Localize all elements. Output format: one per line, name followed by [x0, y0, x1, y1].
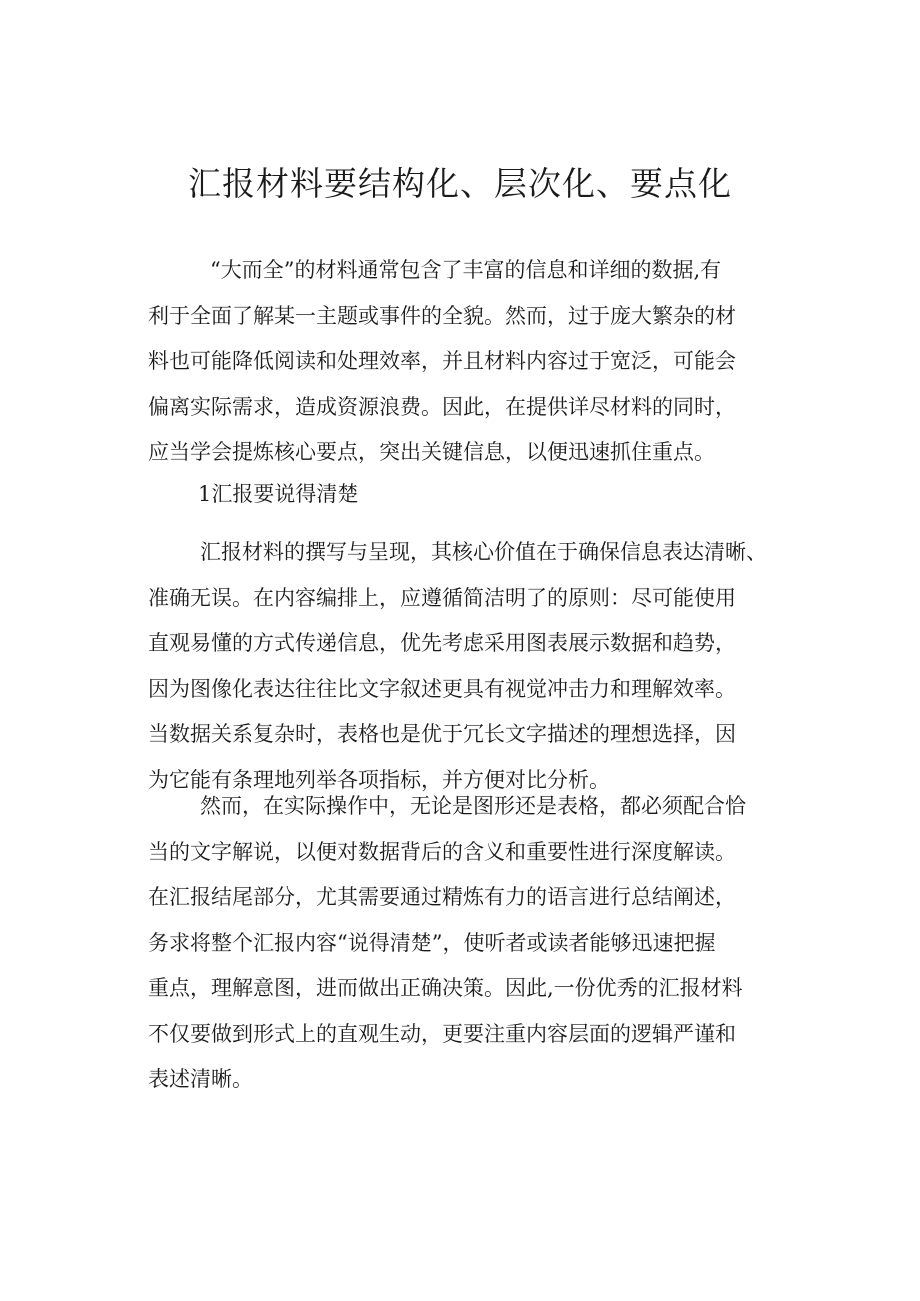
paragraph-3-line: 在汇报结尾部分，尤其需要通过精炼有力的语言进行总结阐述， — [148, 885, 736, 909]
paragraph-1 — [148, 248, 808, 476]
paragraph-2 — [148, 530, 808, 803]
paragraph-3 — [148, 784, 808, 1103]
paragraph-2-line: 汇报材料的撰写与呈现，其核心价值在于确保信息表达清晰、 — [200, 540, 767, 564]
paragraph-1-line: 料也可能降低阅读和处理效率，并且材料内容过于宽泛，可能会 — [148, 349, 736, 373]
paragraph-1-line: 利于全面了解某一主题或事件的全貌。然而，过于庞大繁杂的材 — [148, 303, 736, 328]
paragraph-3-line: 当的文字解说，以便对数据背后的含义和重要性进行深度解读。 — [148, 839, 736, 864]
paragraph-2-line: 直观易懂的方式传递信息，优先考虑采用图表展示数据和趋势， — [148, 631, 736, 655]
paragraph-1-line: 偏离实际需求，造成资源浪费。因此，在提供详尽材料的同时， — [148, 394, 736, 419]
paragraph-2-line: 为它能有条理地列举各项指标，并方便对比分析。 — [148, 767, 610, 792]
paragraph-1-line: 应当学会提炼核心要点，突出关键信息，以便迅速抓住重点。 — [148, 440, 715, 464]
paragraph-3-line: 务求将整个汇报内容“说得清楚”，使听者或读者能够迅速把握 — [148, 930, 716, 955]
paragraph-2-line: 因为图像化表达往往比文字叙述更具有视觉冲击力和理解效率。 — [148, 676, 736, 701]
paragraph-1-line: “大而全”的材料通常包含了丰富的信息和详细的数据,有 — [210, 258, 722, 282]
paragraph-3-line: 表述清晰。 — [148, 1067, 253, 1091]
paragraph-3-line: 重点，理解意图，进而做出正确决策。因此,一份优秀的汇报材料 — [148, 976, 743, 1000]
paragraph-3-line: 然而，在实际操作中，无论是图形还是表格，都必须配合恰 — [200, 794, 746, 818]
paragraph-2-line: 当数据关系复杂时，表格也是优于冗长文字描述的理想选择，因 — [148, 722, 736, 746]
paragraph-2-line: 准确无误。在内容编排上，应遵循简洁明了的原则：尽可能使用 — [148, 585, 736, 610]
document-title: 汇报材料要结构化、层次化、要点化 — [188, 164, 732, 203]
paragraph-3-line: 不仅要做到形式上的直观生动，更要注重内容层面的逻辑严谨和 — [148, 1021, 736, 1046]
section-heading: 1汇报要说得清楚 — [198, 482, 359, 506]
